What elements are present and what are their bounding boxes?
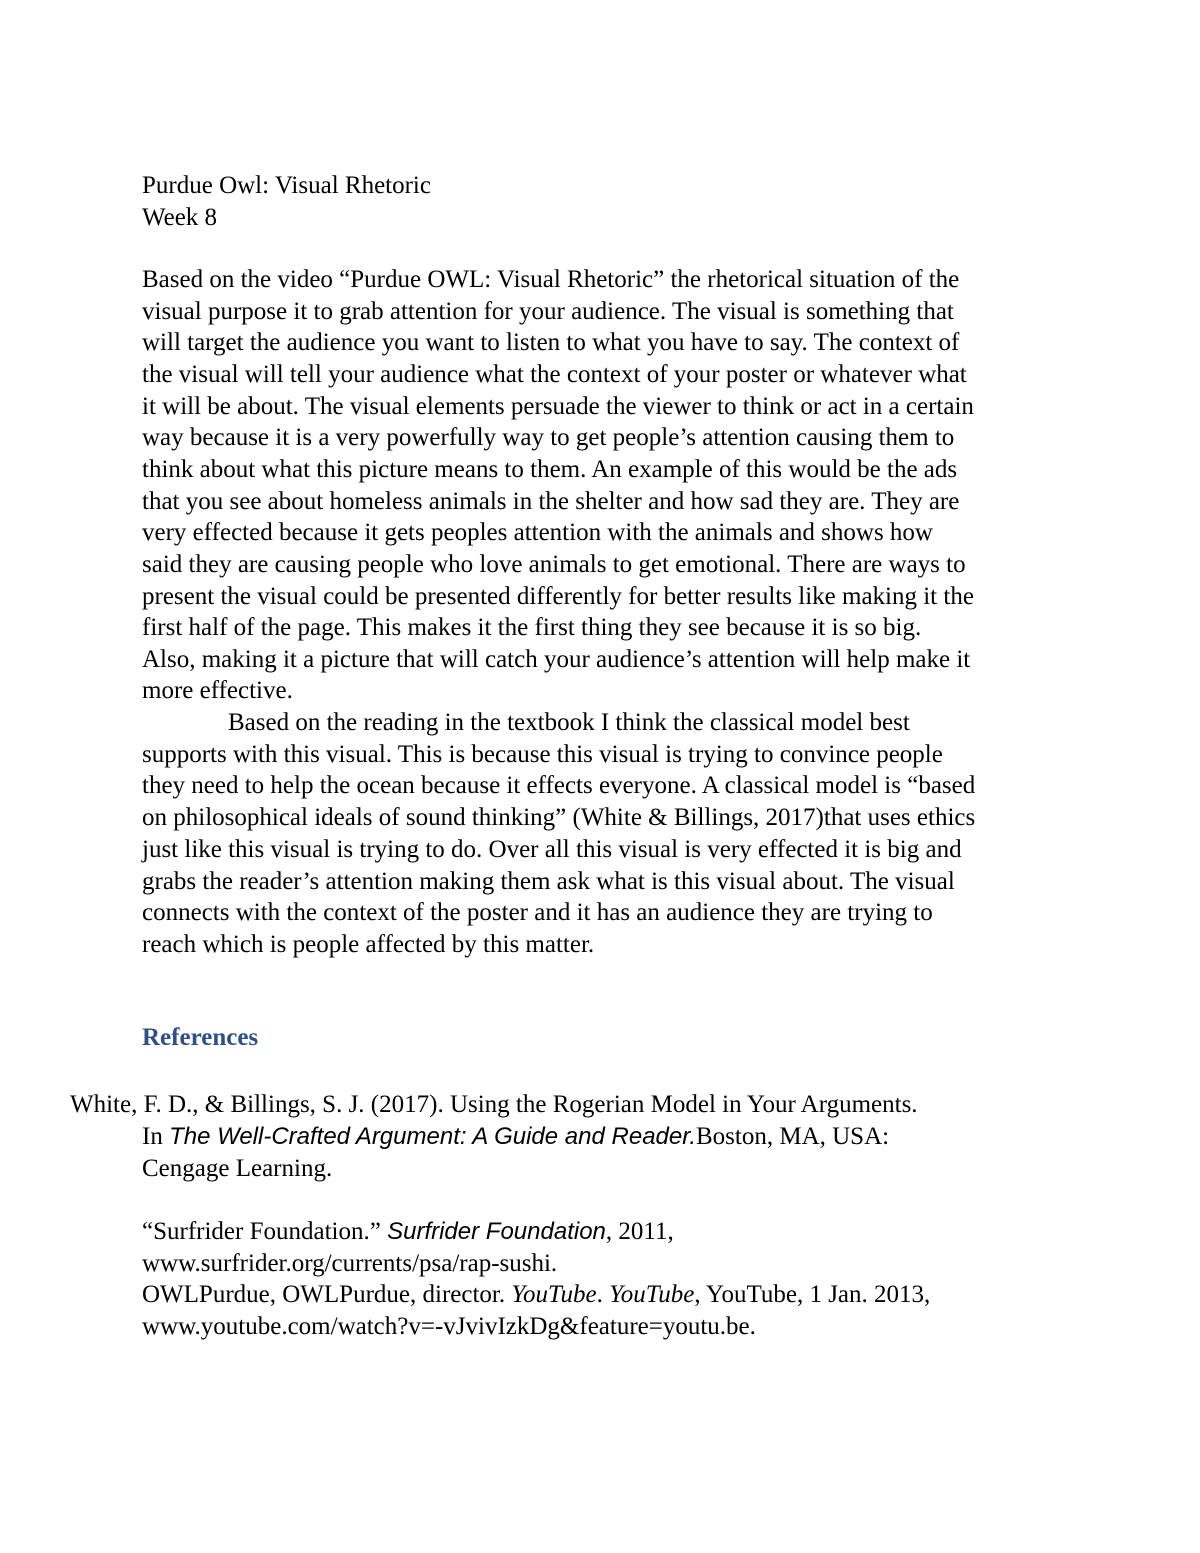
paragraph-line: they need to help the ocean because it effects everyone. A classical model is “based [142,772,976,799]
paragraph-line: Based on the reading in the textbook I think the classical model best [228,709,910,736]
paragraph-line: Also, making it a picture that will catch your audience’s attention will help make it [142,646,971,673]
reference-line: Cengage Learning. [142,1155,333,1182]
reference-text: “Surfrider Foundation.” [142,1218,388,1245]
paragraph-line: will target the audience you want to listen to what you have to say. The context of [142,329,960,356]
paragraph-line: very effected because it gets peoples attention with the animals and shows how [142,519,933,546]
paragraph-line: said they are causing people who love animals to get emotional. There are ways to [142,551,966,578]
references-heading: References [142,1024,259,1051]
reference-line [142,1121,889,1153]
paragraph-line: connects with the context of the poster and it has an audience they are trying to [142,899,933,926]
paragraph-line: Based on the video “Purdue OWL: Visual Rhetoric” the rhetorical situation of the [142,266,960,293]
site-title: YouTube [609,1281,695,1308]
reference-line [142,1216,674,1248]
paragraph-line: that you see about homeless animals in the shelter and how sad they are. They are [142,488,960,515]
reference-line [142,1279,930,1311]
paragraph-line: present the visual could be presented differently for better results like making it the [142,583,974,610]
document-title: Purdue Owl: Visual Rhetoric [142,172,431,199]
reference-text: , 2011, [605,1218,674,1245]
week-label: Week 8 [142,204,218,231]
reference-text: , YouTube, 1 Jan. 2013, [694,1281,931,1308]
paragraph-line: on philosophical ideals of sound thinking” (White & Billings, 2017)that uses ethics [142,804,976,831]
reference-text: In [142,1123,170,1150]
paragraph-line: visual purpose it to grab attention for your audience. The visual is something that [142,298,954,325]
site-title: Surfrider Foundation [387,1218,606,1245]
paragraph-line: just like this visual is trying to do. Over all this visual is very effected it is big and [142,836,962,863]
paragraph-line: the visual will tell your audience what the context of your poster or whatever what [142,361,967,388]
paragraph-line: way because it is a very powerfully way to get people’s attention causing them to [142,424,955,451]
paragraph-line: think about what this picture means to them. An example of this would be the ads [142,456,958,483]
reference-url: www.surfrider.org/currents/psa/rap-sushi. [142,1250,558,1277]
reference-url: www.youtube.com/watch?v=-vJvivIzkDg&feature=youtu.be. [142,1313,756,1340]
paragraph-line: supports with this visual. This is because this visual is trying to convince people [142,741,943,768]
reference-text: Boston, MA, USA: [696,1123,890,1150]
book-title: The Well-Crafted Argument: A Guide and Reader. [169,1123,696,1150]
video-title: YouTube [511,1281,597,1308]
paragraph-line: more effective. [142,677,293,704]
paragraph-line: first half of the page. This makes it the first thing they see because it is so big. [142,614,922,641]
paragraph-line: grabs the reader’s attention making them ask what is this visual about. The visual [142,868,955,895]
reference-text: OWLPurdue, OWLPurdue, director. [142,1281,512,1308]
paragraph-line: it will be about. The visual elements persuade the viewer to think or act in a certain [142,393,974,420]
reference-line: White, F. D., & Billings, S. J. (2017). Using the Rogerian Model in Your Arguments. [70,1091,918,1118]
paragraph-line: reach which is people affected by this matter. [142,931,595,958]
reference-text: . [596,1281,610,1308]
